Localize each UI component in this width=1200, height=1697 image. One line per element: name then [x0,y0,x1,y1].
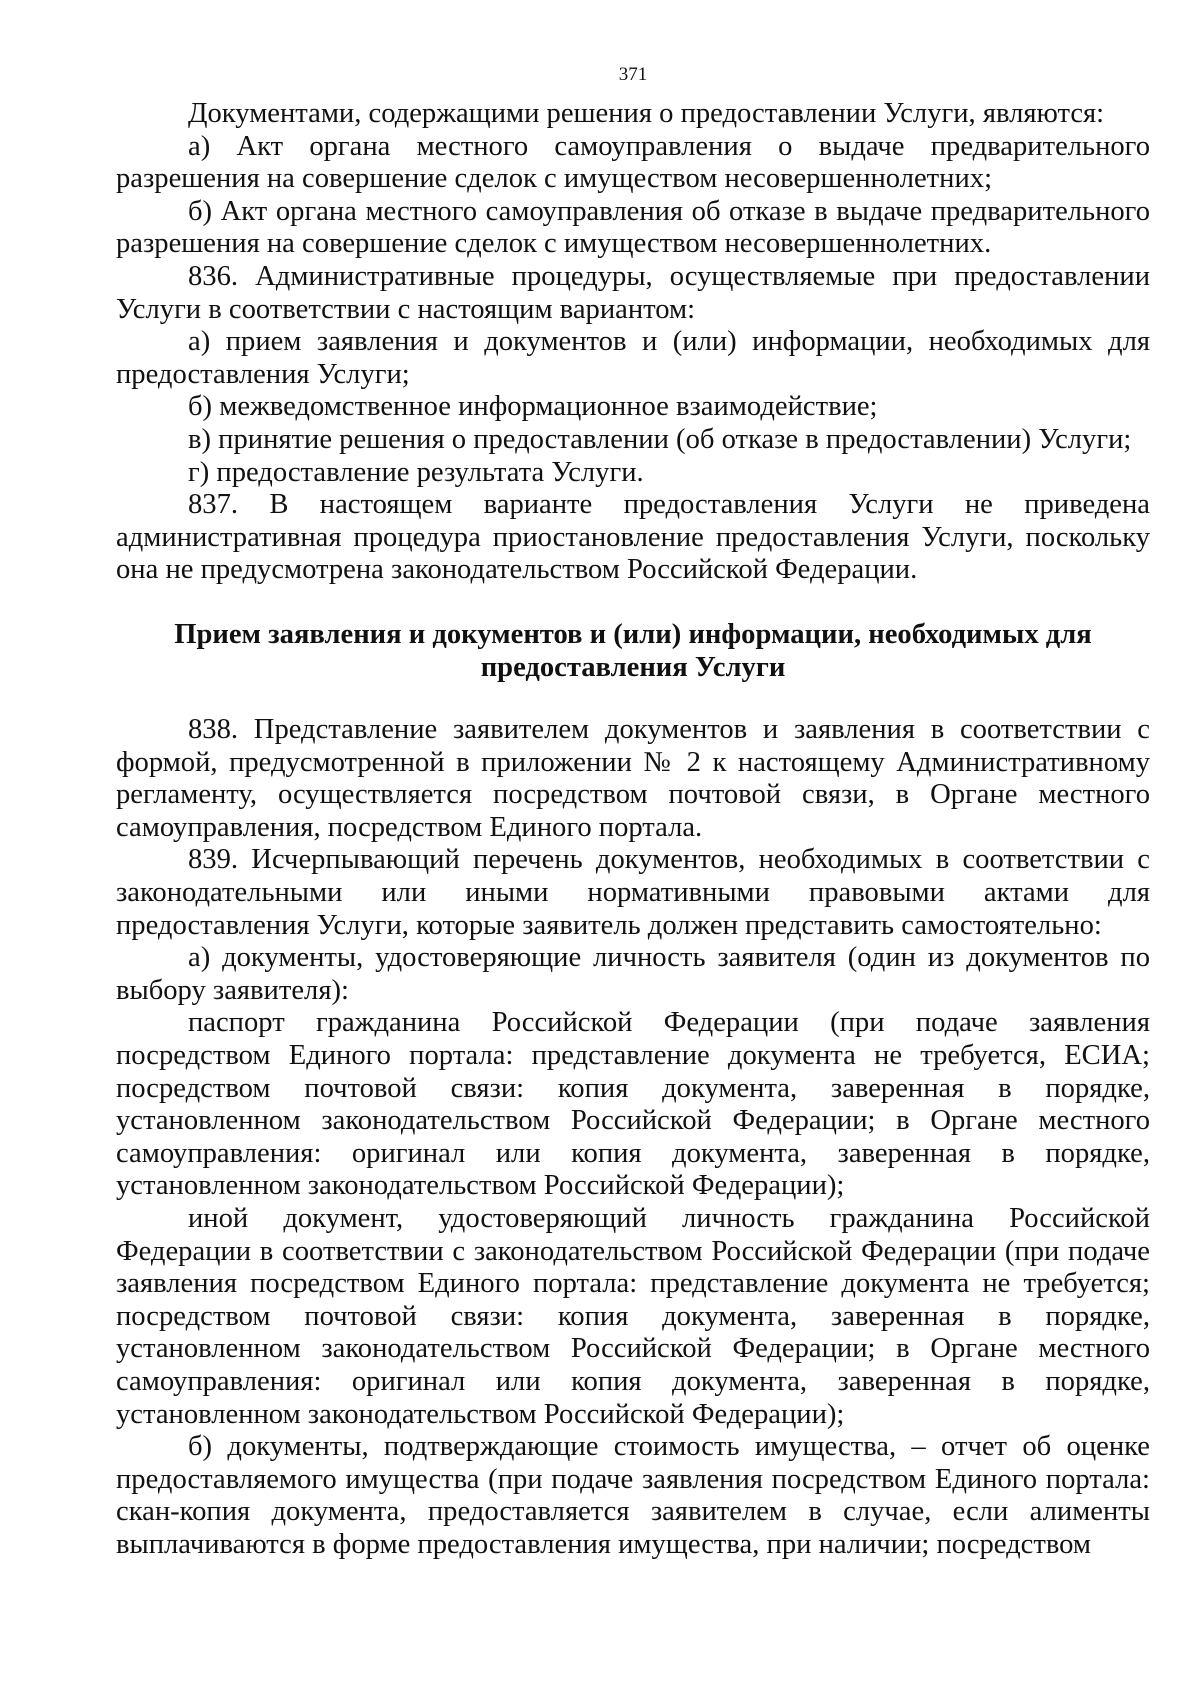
paragraph: б) документы, подтверждающие стоимость имущества, – отчет об оценке предоставляемого имущества (при подаче заявления посредством Единого портала: скан-копия документа, предоставляется заявителем в случае, если алименты выплачиваются в форме предоставления имущества, при наличии; посредством [116,1431,1150,1560]
paragraph: 838. Представление заявителем документов и заявления в соответствии с формой, предусмотренной в приложении № 2 к настоящему Административному регламенту, осуществляется посредством почтовой связи, в Органе местного самоуправления, посредством Единого портала. [116,714,1150,843]
paragraph: г) предоставление результата Услуги. [188,456,644,488]
paragraph: а) прием заявления и документов и (или) информации, необходимых для предоставления Услуги; [116,326,1150,390]
body-section-after [116,714,1150,1561]
paragraph: 837. В настоящем варианте предоставления Услуги не приведена административная процедура приостановление предоставления Услуги, поскольку она не предусмотрена законодательством Российской Федерации. [116,489,1150,586]
paragraph: паспорт гражданина Российской Федерации (при подаче заявления посредством Единого портала: представление документа не требуется, ЕСИА; посредством почтовой связи: копия документа, заверенная в порядке, установленном законодательством Российской Федерации; в Органе местного самоуправления: оригинал или копия документа, заверенная в порядке, установленном законодательством Российской Федерации); [116,1007,1150,1202]
body-section-before [116,98,1150,587]
document-page [116,62,1150,1562]
paragraph: иной документ, удостоверяющий личность гражданина Российской Федерации в соответствии с законодательством Российской Федерации (при подаче заявления посредством Единого портала: представление документа не требуется; посредством почтовой связи: копия документа, заверенная в порядке, установленном законодательством Российской Федерации; в Органе местного самоуправления: оригинал или копия документа, заверенная в порядке, установленном законодательством Российской Федерации); [116,1203,1150,1430]
page-number: 371 [618,64,648,85]
paragraph: а) Акт органа местного самоуправления о выдаче предварительного разрешения на совершение сделок с имуществом несовершеннолетних; [116,130,1150,195]
paragraph: 836. Административные процедуры, осуществляемые при предоставлении Услуги в соответствии с настоящим вариантом: [116,260,1150,325]
paragraph: в) принятие решения о предоставлении (об отказе в предоставлении) Услуги; [188,423,1132,455]
paragraph: б) Акт органа местного самоуправления об отказе в выдаче предварительного разрешения на совершение сделок с имуществом несовершеннолетних. [116,195,1150,260]
paragraph: Документами, содержащими решения о предоставлении Услуги, являются: [188,98,1105,129]
section-heading: Прием заявления и документов и (или) информации, необходимых для предоставления Услуги [174,618,1092,683]
paragraph: б) межведомственное информационное взаимодействие; [188,391,878,423]
paragraph: 839. Исчерпывающий перечень документов, необходимых в соответствии с законодательными или иными нормативными правовыми актами для предоставления Услуги, которые заявитель должен представить самостоятельно: [116,844,1150,941]
paragraph: а) документы, удостоверяющие личность заявителя (один из документов по выбору заявителя): [116,942,1150,1006]
